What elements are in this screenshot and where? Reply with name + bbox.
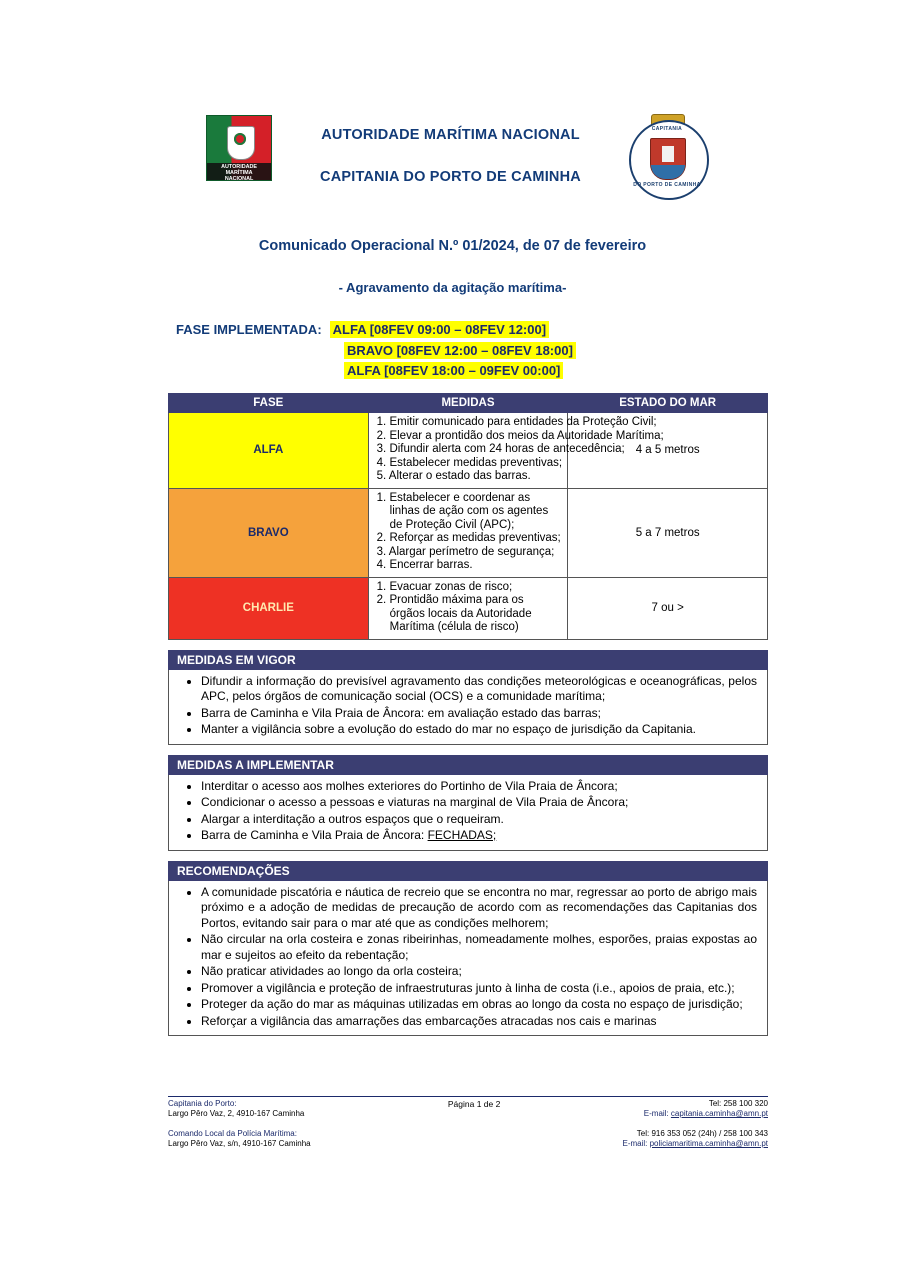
- measure-item: 3. Difundir alerta com 24 horas de antecedência;: [376, 443, 625, 455]
- section-body: [168, 670, 768, 745]
- phase-sea-alfa: 4 a 5 metros: [568, 413, 768, 489]
- fase-implementada-rows: [0, 342, 905, 379]
- capitania-crest-icon: [629, 112, 705, 200]
- phase-measures-charlie: [368, 577, 568, 639]
- section-body: [168, 775, 768, 851]
- footer-policia-address: Largo Pêro Vaz, s/n, 4910-167 Caminha: [168, 1139, 311, 1148]
- list-item: • Barra de Caminha e Vila Praia de Âncora: em avaliação estado das barras;: [201, 706, 757, 722]
- phase-measures-bravo: [368, 488, 568, 577]
- list-item: • Manter a vigilância sobre a evolução do estado do mar no espaço de jurisdição da Capitania.: [201, 722, 757, 738]
- footer-policia-tel: Tel: 916 353 052 (24h) / 258 100 343: [636, 1129, 768, 1138]
- footer-capitania-tel: Tel: 258 100 320: [708, 1099, 768, 1108]
- section-title: MEDIDAS A IMPLEMENTAR: [168, 755, 768, 775]
- table-row: [169, 413, 768, 489]
- measure-item: 4. Encerrar barras.: [376, 559, 473, 571]
- list-item: • Não praticar atividades ao longo da orla costeira;: [201, 964, 757, 980]
- list-item: • Difundir a informação do previsível agravamento das condições meteorológicas e oceanográficas, pelos APC, pelos órgãos de comunicação social (OCS) e a comunidade marítima;: [201, 674, 757, 705]
- footer-policia-email-label: E-mail:: [622, 1139, 648, 1148]
- amn-crest-label-1: AUTORIDADE: [221, 164, 257, 170]
- table-row: [169, 488, 768, 577]
- header-title-line2: CAPITANIA DO PORTO DE CAMINHA: [320, 169, 581, 185]
- section-title: RECOMENDAÇÕES: [168, 861, 768, 881]
- phase-name-charlie: CHARLIE: [169, 577, 369, 639]
- document-header: [0, 0, 905, 200]
- footer-divider: [168, 1096, 768, 1097]
- list-item: • Interditar o acesso aos molhes exteriores do Portinho de Vila Praia de Âncora;: [201, 779, 757, 795]
- comunicado-title: Comunicado Operacional N.º 01/2024, de 07 de fevereiro: [258, 238, 647, 254]
- list-item: • Reforçar a vigilância das amarrações das embarcações atracadas nos cais e marinas: [201, 1014, 757, 1030]
- phase-measures-alfa: [368, 413, 664, 489]
- section-medidas-em-vigor: [168, 650, 768, 745]
- phases-table-wrapper: [168, 393, 768, 640]
- table-header-row: [169, 394, 768, 413]
- capitania-crest-ring-bottom: DO PORTO DE CAMINHA: [633, 182, 701, 188]
- list-item: [201, 828, 757, 844]
- fase-implementada-block: [0, 321, 905, 338]
- measure-item: 4. Estabelecer medidas preventivas;: [376, 456, 563, 469]
- section-body: [168, 881, 768, 1037]
- footer-capitania-email-label: E-mail:: [643, 1109, 669, 1118]
- phase-name-alfa: ALFA: [169, 413, 369, 489]
- capitania-crest-ring-top: CAPITANIA: [651, 126, 683, 132]
- list-item: • Não circular na orla costeira e zonas ribeirinhas, nomeadamente molhes, esporões, praias expostas ao mar e sujeitos ao efeito da rebentação;: [201, 932, 757, 963]
- measure-item: 1. Emitir comunicado para entidades da Proteção Civil;: [376, 416, 657, 428]
- table-header-estado-do-mar: ESTADO DO MAR: [568, 394, 768, 413]
- measure-item: 1. Evacuar zonas de risco;: [376, 580, 513, 593]
- fase-implementada-row-2: ALFA [08FEV 18:00 – 09FEV 00:00]: [344, 362, 563, 379]
- footer-page-number: Página 1 de 2: [447, 1099, 501, 1109]
- fase-implementada-row-1: BRAVO [08FEV 12:00 – 08FEV 18:00]: [344, 342, 576, 359]
- phases-table: [168, 393, 768, 640]
- section-recomendacoes: [168, 861, 768, 1037]
- header-titles: [272, 127, 629, 185]
- list-item-text-barra: Barra de Caminha e Vila Praia de Âncora: FECHADAS;: [201, 828, 497, 842]
- phase-sea-bravo: 5 a 7 metros: [568, 488, 768, 577]
- footer-capitania-address: Largo Pêro Vaz, 2, 4910-167 Caminha: [168, 1109, 305, 1118]
- list-item: • Condicionar o acesso a pessoas e viaturas na marginal de Vila Praia de Âncora;: [201, 795, 757, 811]
- footer-policia-email[interactable]: policiamaritima.caminha@amn.pt: [649, 1139, 768, 1148]
- table-row: [169, 577, 768, 639]
- amn-crest-label-3: NACIONAL: [224, 176, 254, 183]
- list-item: • Alargar a interditação a outros espaços que o requeiram.: [201, 812, 757, 828]
- phase-sea-charlie: 7 ou >: [568, 577, 768, 639]
- measure-item: 1. Estabelecer e coordenar as linhas de ação com os agentes de Proteção Civil (APC);: [376, 491, 549, 531]
- amn-crest-label-2: MARÍTIMA: [225, 170, 253, 177]
- measure-item: 5. Alterar o estado das barras.: [376, 470, 531, 482]
- table-header-fase: FASE: [169, 394, 369, 413]
- list-item: • A comunidade piscatória e náutica de recreio que se encontra no mar, regressar ao porto de abrigo mais próximo e a adoção de medidas de precaução de acordo com as recomendações das Capitanias dos Portos, evitando sair para o mar até que as condições melhorem;: [201, 885, 757, 932]
- header-title-line1: AUTORIDADE MARÍTIMA NACIONAL: [321, 127, 580, 143]
- footer-capitania-email[interactable]: capitania.caminha@amn.pt: [670, 1109, 768, 1118]
- section-title: MEDIDAS EM VIGOR: [168, 650, 768, 670]
- table-header-medidas: MEDIDAS: [368, 394, 568, 413]
- document-footer: [168, 1096, 768, 1149]
- fase-implementada-row-0: ALFA [08FEV 09:00 – 08FEV 12:00]: [330, 321, 549, 338]
- measure-item: 3. Alargar perímetro de segurança;: [376, 545, 555, 558]
- fase-implementada-label: FASE IMPLEMENTADA:: [176, 322, 322, 337]
- phase-name-bravo: BRAVO: [169, 488, 369, 577]
- measure-item: 2. Elevar a prontidão dos meios da Autoridade Marítima;: [376, 429, 664, 442]
- measure-item: 2. Reforçar as medidas preventivas;: [376, 532, 561, 544]
- amn-crest-icon: [206, 115, 272, 197]
- list-item: • Proteger da ação do mar as máquinas utilizadas em obras ao longo da costa no espaço de jurisdição;: [201, 997, 757, 1013]
- footer-policia-title: Comando Local da Polícia Marítima:: [168, 1129, 297, 1138]
- list-item: • Promover a vigilância e proteção de infraestruturas junto à linha de costa (i.e., apoios de praia, etc.);: [201, 981, 757, 997]
- measure-item: 2. Prontidão máxima para os órgãos locais da Autoridade Marítima (célula de risco): [376, 594, 532, 633]
- footer-capitania-title: Capitania do Porto:: [168, 1099, 237, 1108]
- section-medidas-a-implementar: [168, 755, 768, 851]
- comunicado-subtitle: - Agravamento da agitação marítima-: [338, 280, 567, 295]
